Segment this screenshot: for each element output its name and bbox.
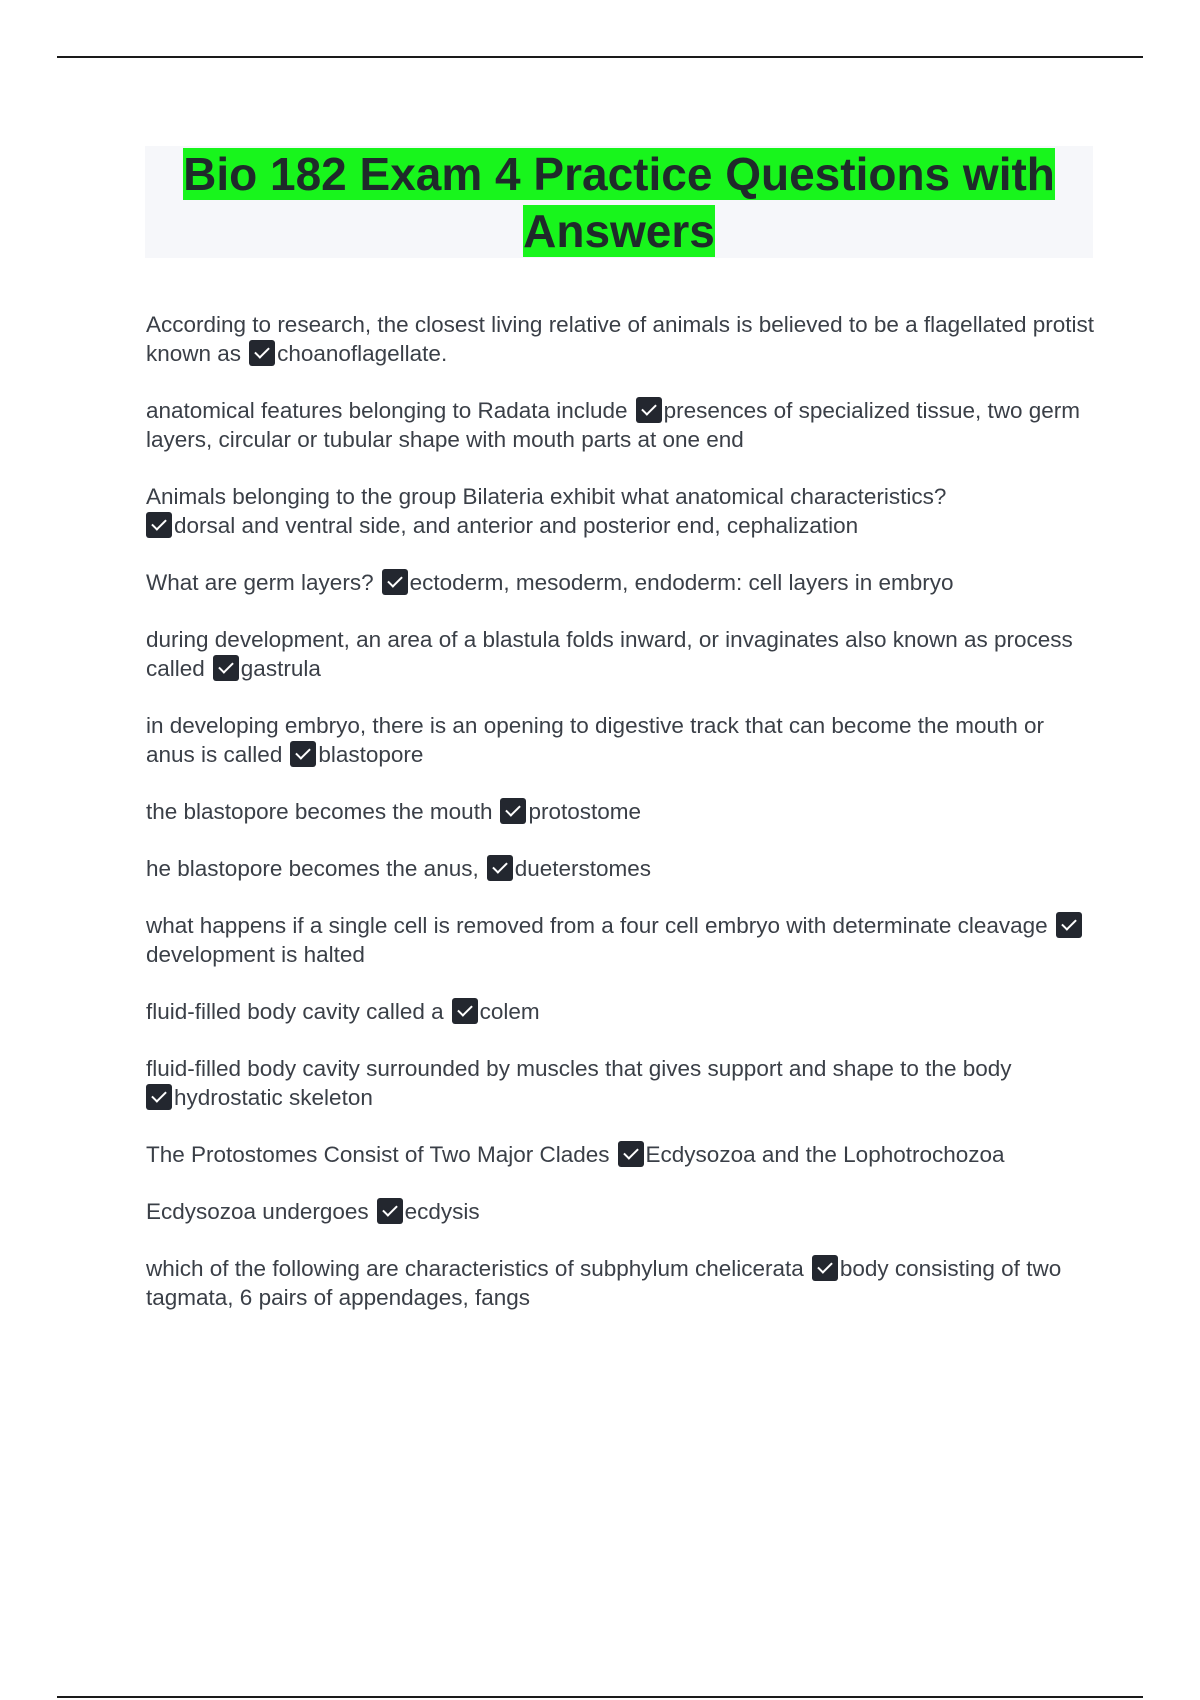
checkmark-icon [636, 397, 662, 423]
answer-text: dorsal and ventral side, and anterior and posterior end, cephalization [174, 513, 859, 538]
question-text: during development, an area of a blastula folds inward, or invaginates also known as process called [146, 627, 1073, 681]
checkmark-icon [500, 798, 526, 824]
question-text: fluid-filled body cavity surrounded by muscles that gives support and shape to the body [146, 1056, 1012, 1081]
checkmark-icon [487, 855, 513, 881]
answer-text: development is halted [146, 942, 365, 967]
answer-text: presences of specialized tissue, two germ layers, circular or tubular shape with mouth parts at one end [146, 398, 1081, 452]
question-text: in developing embryo, there is an opening to digestive track that can become the mouth or anus is called [146, 713, 1045, 767]
question-text: What are germ layers? [146, 570, 374, 595]
question-text: anatomical features belonging to Radata include [146, 398, 628, 423]
qa-item [146, 568, 1096, 597]
qa-item [146, 797, 1096, 826]
qa-item [146, 854, 1096, 883]
checkmark-icon [382, 569, 408, 595]
answer-text: colem [479, 999, 540, 1024]
qa-item [146, 625, 1096, 683]
checkmark-icon [377, 1198, 403, 1224]
question-text: Ecdysozoa undergoes [146, 1199, 369, 1224]
question-text: the blastopore becomes the mouth [146, 799, 493, 824]
question-text: what happens if a single cell is removed from a four cell embryo with determinate cleavage [146, 913, 1048, 938]
question-text: he blastopore becomes the anus, [146, 856, 479, 881]
qa-list [146, 310, 1096, 1340]
checkmark-icon [812, 1255, 838, 1281]
checkmark-icon [249, 340, 275, 366]
question-text: fluid-filled body cavity called a [146, 999, 444, 1024]
answer-text: ectoderm, mesoderm, endoderm: cell layers in embryo [409, 570, 954, 595]
qa-item [146, 1140, 1096, 1169]
qa-item [146, 396, 1096, 454]
qa-item [146, 310, 1096, 368]
qa-item [146, 997, 1096, 1026]
checkmark-icon [146, 1084, 172, 1110]
checkmark-icon [290, 741, 316, 767]
qa-item [146, 482, 1096, 540]
checkmark-icon [452, 998, 478, 1024]
qa-item [146, 1054, 1096, 1112]
answer-text: Ecdysozoa and the Lophotrochozoa [645, 1142, 1005, 1167]
top-rule [57, 56, 1143, 58]
qa-item [146, 711, 1096, 769]
question-text: which of the following are characteristics of subphylum chelicerata [146, 1256, 804, 1281]
document-title: Bio 182 Exam 4 Practice Questions with Answers [183, 148, 1055, 257]
answer-text: ecdysis [404, 1199, 480, 1224]
answer-text: blastopore [318, 742, 424, 767]
title-block [145, 146, 1093, 258]
bottom-rule [57, 1696, 1143, 1698]
qa-item [146, 1197, 1096, 1226]
answer-text: body consisting of two tagmata, 6 pairs of appendages, fangs [146, 1256, 1062, 1310]
answer-text: protostome [528, 799, 642, 824]
question-text: According to research, the closest living relative of animals is believed to be a flagellated protist known as [146, 312, 1094, 366]
checkmark-icon [1056, 912, 1082, 938]
answer-text: hydrostatic skeleton [174, 1085, 373, 1110]
answer-text: dueterstomes [514, 856, 652, 881]
checkmark-icon [213, 655, 239, 681]
answer-text: gastrula [240, 656, 321, 681]
question-text: The Protostomes Consist of Two Major Clades [146, 1142, 610, 1167]
checkmark-icon [618, 1141, 644, 1167]
checkmark-icon [146, 512, 172, 538]
answer-text: choanoflagellate. [277, 341, 448, 366]
qa-item [146, 911, 1096, 969]
qa-item [146, 1254, 1096, 1312]
question-text: Animals belonging to the group Bilateria exhibit what anatomical characteristics? [146, 484, 947, 509]
